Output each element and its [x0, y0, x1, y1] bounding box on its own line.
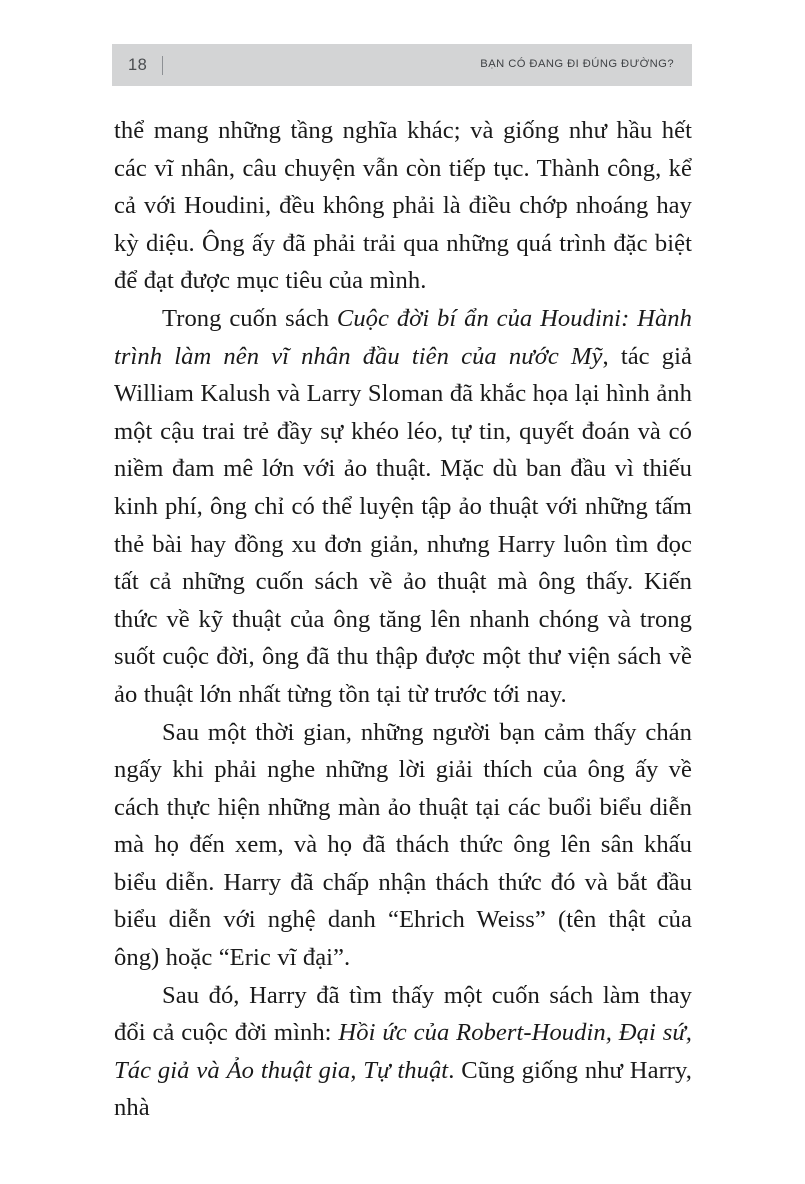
- text-run: , tác giả William Kalush và Larry Sloman đã khắc họa lại hình ảnh một cậu trai trẻ đầy sự khéo léo, tự tin, quyết đoán và có niềm đam mê lớn với ảo thuật. Mặc dù ban đầu vì thiếu kinh phí, ông chỉ có thể luyện tập ảo thuật với những tấm thẻ bài hay đồng xu đơn giản, nhưng Harry luôn tìm đọc tất cả những cuốn sách về ảo thuật mà ông thấy. Kiến thức về kỹ thuật của ông tăng lên nhanh chóng và trong suốt cuộc đời, ông đã thu thập được một thư viện sách về ảo thuật lớn nhất từng tồn tại từ trước tới nay.: [114, 342, 692, 708]
- running-head-title: BẠN CÓ ĐANG ĐI ĐÚNG ĐƯỜNG?: [480, 58, 674, 71]
- page-number: 18: [128, 55, 148, 74]
- text-run: Sau một thời gian, những người bạn cảm thấy chán ngấy khi phải nghe những lời giải thích của ông ấy về cách thực hiện những màn ảo thuật tại các buổi biểu diễn mà họ đến xem, và họ đã thách thức ông lên sân khấu biểu diễn. Harry đã chấp nhận thách thức đó và bắt đầu biểu diễn với nghệ danh “Ehrich Weiss” (tên thật của ông) hoặc “Eric vĩ đại”.: [114, 718, 692, 972]
- paragraph: [114, 977, 692, 1127]
- running-header-band: [112, 44, 692, 86]
- book-title-italic: Hồi ức của Robert-Houdin, Đại sứ, Tác giả và Ảo thuật gia, Tự thuật: [114, 1019, 692, 1084]
- text-run: Sau đó, Harry đã tìm thấy một cuốn sách làm thay đổi cả cuộc đời mình:: [114, 981, 692, 1047]
- paragraph: [114, 300, 692, 714]
- text-run: Trong cuốn sách: [162, 304, 337, 332]
- vertical-divider: [162, 56, 163, 75]
- paragraph: [114, 112, 692, 300]
- book-title-italic: Cuộc đời bí ẩn của Houdini: Hành trình làm nên vĩ nhân đầu tiên của nước Mỹ: [114, 304, 692, 370]
- text-run: thể mang những tầng nghĩa khác; và giống như hầu hết các vĩ nhân, câu chuyện vẫn còn tiếp tục. Thành công, kể cả với Houdini, đều không phải là điều chớp nhoáng hay kỳ diệu. Ông ấy đã phải trải qua những quá trình đặc biệt để đạt được mục tiêu của mình.: [114, 117, 692, 295]
- text-run: . Cũng giống như Harry, nhà: [114, 1056, 692, 1122]
- body-text-column: [114, 112, 692, 1127]
- paragraph: [114, 714, 692, 977]
- running-header-left: [128, 56, 163, 75]
